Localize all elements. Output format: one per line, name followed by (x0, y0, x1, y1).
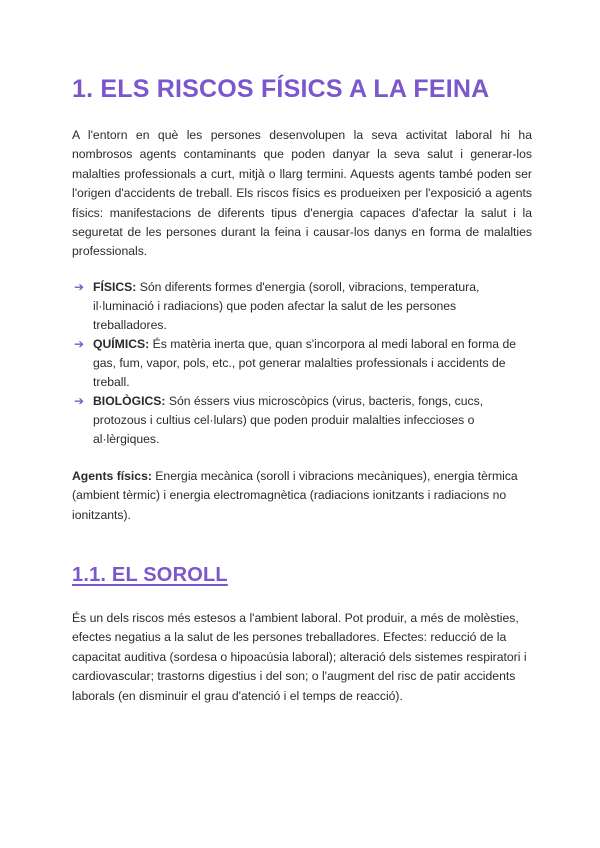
risk-list (72, 278, 532, 449)
risk-term: BIOLÒGICS: (93, 394, 166, 408)
agents-label: Agents físics: (72, 469, 152, 483)
risk-description: És matèria inerta que, quan s'incorpora al medi laboral en forma de gas, fum, vapor, pols, etc., pot generar malalties professionals i accidents de treball. (93, 337, 517, 389)
risk-term: FÍSICS: (93, 280, 137, 294)
risk-term: QUÍMICS: (93, 337, 150, 351)
intro-paragraph: A l'entorn en què les persones desenvolupen la seva activitat laboral hi ha nombrosos agents contaminants que poden danyar la seva salut i generar-los malalties professionals a curt, mitjà o llarg termini. Aquests agents també poden ser l'origen d'accidents de treball. Els riscos físics es produeixen per l'exposició a agents físics: manifestacions de diferents tipus d'energia capaces d'afectar la salut i la seguretat de les persones durant la feina i causar-los danys en forma de malalties professionals. (72, 128, 532, 259)
section-title: 1. ELS RISCOS FÍSICS A LA FEINA (72, 75, 490, 103)
arrow-right-icon: ➔ (74, 394, 85, 408)
list-item (72, 335, 532, 392)
arrow-right-icon: ➔ (74, 337, 85, 351)
risk-description: Són diferents formes d'energia (soroll, vibracions, temperatura, il·luminació i radiacions) que poden afectar la salut de les persones treballadores. (93, 280, 480, 332)
list-item (72, 392, 532, 449)
agents-text: Energia mecànica (soroll i vibracions mecàniques), energia tèrmica (ambient tèrmic) i energia electromagnètica (radiacions ionitzants i radiacions no ionitzants). (72, 469, 518, 522)
agents-paragraph (72, 467, 532, 525)
soroll-paragraph: És un dels riscos més estesos a l'ambient laboral. Pot produir, a més de molèsties, efectes negatius a la salut de les persones treballadores. Efectes: reducció de la capacitat auditiva (sordesa o hipoacúsia laboral); alteració dels sistemes respiratori i cardiovascular; trastorns digestius i del son; o l'augment del risc de patir accidents laborals (en disminuir el grau d'atenció i el temps de reacció). (72, 611, 527, 703)
risk-description: Són éssers vius microscòpics (virus, bacteris, fongs, cucs, protozous i cultius cel·lulars) que poden produir malalties infeccioses o al·lèrgiques. (93, 394, 484, 446)
list-item (72, 278, 532, 335)
subsection-title: 1.1. EL SOROLL (72, 564, 228, 586)
arrow-right-icon: ➔ (74, 280, 85, 294)
